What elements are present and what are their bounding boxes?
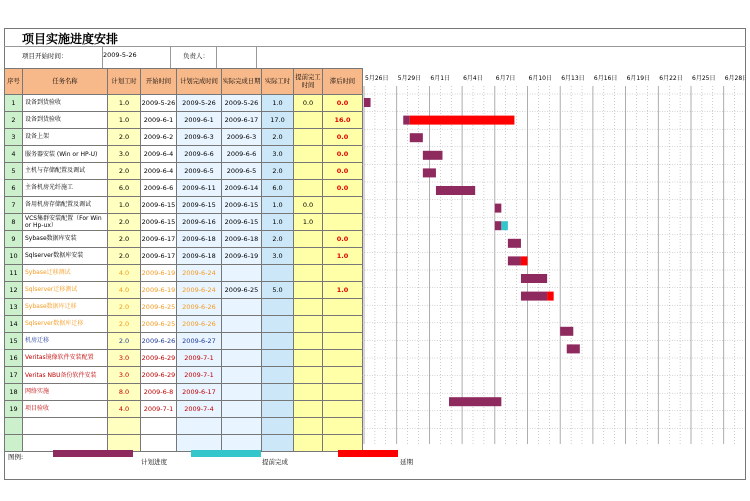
cell-actual_end[interactable] [222, 265, 262, 282]
cell-start[interactable]: 2009-6-4 [141, 163, 177, 180]
gantt-bar [364, 98, 371, 107]
gantt-date-label: 6月13日 [561, 75, 585, 82]
cell-start[interactable]: 2009-6-29 [141, 350, 177, 367]
cell-empty[interactable] [294, 435, 323, 452]
cell-start[interactable]: 2009-6-15 [141, 214, 177, 231]
gantt-date-label: 6月7日 [495, 75, 516, 82]
table-row [5, 248, 363, 265]
start-label: 项目开始时间： [22, 52, 68, 60]
cell-plan_end[interactable]: 2009-6-27 [177, 333, 222, 350]
cell-hours[interactable]: 1.0 [108, 95, 141, 112]
cell-delay[interactable] [323, 401, 363, 418]
cell-no[interactable]: 9 [5, 231, 23, 248]
cell-plan_end[interactable]: 2009-6-17 [177, 384, 222, 401]
table-row [5, 401, 363, 418]
cell-plan_end[interactable]: 2009-6-26 [177, 316, 222, 333]
cell-hours[interactable]: 1.0 [108, 197, 141, 214]
table-row [5, 299, 363, 316]
cell-ahead[interactable] [294, 265, 323, 282]
cell-actual_end[interactable]: 2009-6-19 [222, 248, 262, 265]
cell-actual_hours[interactable] [262, 401, 294, 418]
cell-plan_end[interactable]: 2009-6-1 [177, 112, 222, 129]
cell-plan_end[interactable]: 2009-6-24 [177, 265, 222, 282]
divider [102, 46, 103, 68]
gantt-date-label: 6月25日 [692, 75, 716, 82]
gantt-bar [410, 133, 423, 142]
cell-hours[interactable]: 4.0 [108, 401, 141, 418]
cell-actual_hours[interactable]: 1.0 [262, 95, 294, 112]
cell-delay[interactable]: 1.0 [323, 248, 363, 265]
legend-delay-label: 延期 [400, 458, 413, 466]
cell-actual_end[interactable] [222, 401, 262, 418]
cell-name[interactable]: 设备上架 [23, 129, 108, 146]
table-row [5, 129, 363, 146]
cell-actual_end[interactable]: 2009-6-15 [222, 197, 262, 214]
gantt-bar [436, 186, 475, 195]
cell-no[interactable]: 5 [5, 163, 23, 180]
cell-no[interactable]: 14 [5, 316, 23, 333]
cell-start[interactable]: 2009-6-25 [141, 299, 177, 316]
cell-delay[interactable] [323, 316, 363, 333]
gantt-bar [403, 116, 410, 125]
cell-empty[interactable] [177, 435, 222, 452]
cell-actual_hours[interactable]: 3.0 [262, 146, 294, 163]
gantt-date-label: 6月4日 [463, 75, 483, 82]
cell-delay[interactable]: 0.0 [323, 146, 363, 163]
cell-hours[interactable]: 6.0 [108, 180, 141, 197]
cell-actual_end[interactable]: 2009-6-25 [222, 282, 262, 299]
cell-plan_end[interactable]: 2009-5-26 [177, 95, 222, 112]
cell-actual_end[interactable] [222, 384, 262, 401]
cell-no[interactable]: 7 [5, 197, 23, 214]
table-row [5, 350, 363, 367]
cell-delay[interactable] [323, 367, 363, 384]
cell-delay[interactable] [323, 333, 363, 350]
gantt-bar [501, 221, 508, 230]
cell-actual_end[interactable]: 2009-6-17 [222, 112, 262, 129]
cell-actual_hours[interactable] [262, 384, 294, 401]
cell-hours[interactable]: 2.0 [108, 248, 141, 265]
gantt-date-label: 6月1日 [430, 75, 451, 82]
cell-empty[interactable] [323, 435, 363, 452]
cell-start[interactable]: 2009-6-6 [141, 180, 177, 197]
gantt-bar [567, 344, 580, 353]
gantt-bar [547, 292, 554, 301]
cell-start[interactable]: 2009-6-19 [141, 265, 177, 282]
cell-name[interactable]: 网络实施 [23, 384, 108, 401]
gantt-bar [495, 204, 502, 213]
cell-plan_end[interactable]: 2009-7-1 [177, 367, 222, 384]
cell-name[interactable]: 服务器安装 (Win or HP-U) [23, 146, 108, 163]
cell-start[interactable]: 2009-6-2 [141, 129, 177, 146]
cell-delay[interactable] [323, 384, 363, 401]
column-header: 计划工时 [108, 69, 141, 95]
cell-hours[interactable]: 4.0 [108, 282, 141, 299]
cell-actual_hours[interactable]: 3.0 [262, 248, 294, 265]
cell-empty[interactable] [5, 418, 23, 435]
cell-name[interactable]: Sqlserver数据库安装 [23, 248, 108, 265]
gantt-bar [508, 256, 521, 265]
empty-row [5, 435, 363, 452]
gantt-grid [362, 68, 746, 444]
cell-plan_end[interactable]: 2009-6-5 [177, 163, 222, 180]
cell-delay[interactable] [323, 214, 363, 231]
legend-planned-label: 计划进度 [141, 458, 167, 466]
table-row [5, 197, 363, 214]
cell-plan_end[interactable]: 2009-7-4 [177, 401, 222, 418]
cell-no[interactable]: 19 [5, 401, 23, 418]
cell-actual_hours[interactable]: 2.0 [262, 129, 294, 146]
cell-no[interactable]: 11 [5, 265, 23, 282]
cell-delay[interactable]: 0.0 [323, 231, 363, 248]
cell-no[interactable]: 15 [5, 333, 23, 350]
legend-early-label: 提前完成 [262, 458, 288, 466]
cell-ahead[interactable] [294, 350, 323, 367]
cell-empty[interactable] [262, 418, 294, 435]
cell-empty[interactable] [222, 435, 262, 452]
cell-ahead[interactable]: 0.0 [294, 95, 323, 112]
cell-empty[interactable] [108, 435, 141, 452]
cell-ahead[interactable] [294, 231, 323, 248]
cell-hours[interactable]: 4.0 [108, 265, 141, 282]
cell-plan_end[interactable]: 2009-6-18 [177, 248, 222, 265]
page-title: 项目实施进度安排 [22, 32, 119, 46]
table-row [5, 384, 363, 401]
cell-hours[interactable]: 1.0 [108, 112, 141, 129]
cell-name[interactable]: Sqlserver迁移测试 [23, 282, 108, 299]
cell-name[interactable]: Sqlserver数据库迁移 [23, 316, 108, 333]
cell-empty[interactable] [177, 418, 222, 435]
cell-name[interactable]: 设备到货验收 [23, 95, 108, 112]
cell-no[interactable]: 17 [5, 367, 23, 384]
cell-name[interactable]: VCS集群安装配置（For Win or Hp-ux） [23, 214, 108, 231]
cell-delay[interactable]: 0.0 [323, 129, 363, 146]
cell-hours[interactable]: 2.0 [108, 316, 141, 333]
gantt-date-label: 5月26日 [365, 75, 389, 82]
gantt-bar [449, 397, 501, 406]
legend-planned-swatch [53, 450, 133, 457]
cell-ahead[interactable] [294, 384, 323, 401]
cell-plan_end[interactable]: 2009-6-11 [177, 180, 222, 197]
table-row [5, 367, 363, 384]
gantt-bar [521, 292, 547, 301]
cell-plan_end[interactable]: 2009-6-16 [177, 214, 222, 231]
cell-empty[interactable] [5, 435, 23, 452]
cell-actual_hours[interactable] [262, 333, 294, 350]
gantt-bar [423, 151, 443, 160]
table-row [5, 214, 363, 231]
cell-name[interactable]: Veritas NBU备份软件安装 [23, 367, 108, 384]
column-header: 计划完成时间 [177, 69, 222, 95]
cell-empty[interactable] [323, 418, 363, 435]
gantt-date-label: 6月19日 [626, 75, 651, 82]
cell-hours[interactable]: 2.0 [108, 163, 141, 180]
cell-ahead[interactable] [294, 367, 323, 384]
cell-ahead[interactable] [294, 401, 323, 418]
cell-actual_hours[interactable] [262, 367, 294, 384]
cell-ahead[interactable] [294, 163, 323, 180]
cell-actual_hours[interactable]: 6.0 [262, 180, 294, 197]
column-header: 序号 [5, 69, 23, 95]
cell-start[interactable]: 2009-6-8 [141, 384, 177, 401]
column-header: 滞后时间 [323, 69, 363, 95]
cell-no[interactable]: 1 [5, 95, 23, 112]
gantt-bar [521, 256, 528, 265]
column-header: 任务名称 [23, 69, 108, 95]
cell-start[interactable]: 2009-6-17 [141, 248, 177, 265]
cell-actual_hours[interactable] [262, 265, 294, 282]
cell-delay[interactable]: 0.0 [323, 95, 363, 112]
table-row [5, 180, 363, 197]
cell-delay[interactable]: 0.0 [323, 163, 363, 180]
table-row [5, 163, 363, 180]
gantt-bar [508, 239, 521, 248]
cell-ahead[interactable] [294, 282, 323, 299]
cell-name[interactable]: Sybase迁移测试 [23, 265, 108, 282]
cell-actual_hours[interactable] [262, 316, 294, 333]
column-header: 提前完工时间 [294, 69, 323, 95]
cell-plan_end[interactable]: 2009-7-1 [177, 350, 222, 367]
cell-hours[interactable]: 2.0 [108, 299, 141, 316]
cell-ahead[interactable] [294, 180, 323, 197]
cell-start[interactable]: 2009-6-26 [141, 333, 177, 350]
cell-empty[interactable] [294, 418, 323, 435]
cell-actual_hours[interactable] [262, 299, 294, 316]
cell-no[interactable]: 18 [5, 384, 23, 401]
cell-hours[interactable]: 3.0 [108, 146, 141, 163]
gantt-bar [410, 116, 515, 125]
cell-actual_end[interactable]: 2009-5-26 [222, 95, 262, 112]
cell-delay[interactable] [323, 299, 363, 316]
cell-name[interactable]: Sybase数据库迁移 [23, 299, 108, 316]
gantt-chart [362, 68, 746, 444]
cell-ahead[interactable] [294, 299, 323, 316]
column-header: 开始时间 [141, 69, 177, 95]
cell-empty[interactable] [141, 418, 177, 435]
table-row [5, 95, 363, 112]
cell-start[interactable]: 2009-5-26 [141, 95, 177, 112]
cell-plan_end[interactable]: 2009-6-3 [177, 129, 222, 146]
column-header: 实际完成日期 [222, 69, 262, 95]
cell-no[interactable]: 16 [5, 350, 23, 367]
cell-actual_hours[interactable]: 17.0 [262, 112, 294, 129]
cell-delay[interactable]: 0.0 [323, 180, 363, 197]
cell-actual_hours[interactable]: 1.0 [262, 197, 294, 214]
cell-hours[interactable]: 2.0 [108, 333, 141, 350]
gantt-date-label: 5月29日 [397, 75, 422, 82]
cell-hours[interactable]: 8.0 [108, 384, 141, 401]
cell-start[interactable]: 2009-6-17 [141, 231, 177, 248]
cell-no[interactable]: 8 [5, 214, 23, 231]
gantt-date-label: 6月16日 [593, 75, 618, 82]
cell-no[interactable]: 4 [5, 146, 23, 163]
divider [170, 46, 171, 68]
table-header-row [5, 69, 363, 95]
gantt-bar [495, 221, 502, 230]
cell-ahead[interactable] [294, 316, 323, 333]
table-row [5, 265, 363, 282]
table-row [5, 146, 363, 163]
cell-name[interactable]: 主机与存储配置及调试 [23, 163, 108, 180]
cell-ahead[interactable] [294, 146, 323, 163]
gantt-bar [521, 274, 547, 283]
cell-ahead[interactable] [294, 333, 323, 350]
cell-ahead[interactable]: 0.0 [294, 197, 323, 214]
cell-actual_end[interactable]: 2009-6-5 [222, 163, 262, 180]
gantt-bar [560, 327, 573, 336]
gantt-bar [423, 168, 436, 177]
table-row [5, 112, 363, 129]
cell-hours[interactable]: 2.0 [108, 231, 141, 248]
cell-empty[interactable] [222, 418, 262, 435]
cell-start[interactable]: 2009-6-25 [141, 316, 177, 333]
cell-actual_hours[interactable] [262, 350, 294, 367]
cell-actual_end[interactable] [222, 350, 262, 367]
cell-no[interactable]: 2 [5, 112, 23, 129]
cell-empty[interactable] [141, 435, 177, 452]
cell-ahead[interactable]: 1.0 [294, 214, 323, 231]
cell-actual_hours[interactable]: 2.0 [262, 231, 294, 248]
cell-start[interactable]: 2009-6-19 [141, 282, 177, 299]
cell-plan_end[interactable]: 2009-6-18 [177, 231, 222, 248]
cell-actual_end[interactable] [222, 316, 262, 333]
cell-actual_end[interactable] [222, 367, 262, 384]
cell-delay[interactable]: 16.0 [323, 112, 363, 129]
cell-hours[interactable]: 3.0 [108, 350, 141, 367]
cell-no[interactable]: 13 [5, 299, 23, 316]
cell-name[interactable]: 主备机房光纤施工 [23, 180, 108, 197]
cell-actual_end[interactable] [222, 333, 262, 350]
cell-start[interactable]: 2009-7-1 [141, 401, 177, 418]
cell-empty[interactable] [262, 435, 294, 452]
gantt-date-label: 6月22日 [659, 75, 683, 82]
cell-start[interactable]: 2009-6-1 [141, 112, 177, 129]
cell-no[interactable]: 6 [5, 180, 23, 197]
cell-start[interactable]: 2009-6-4 [141, 146, 177, 163]
cell-plan_end[interactable]: 2009-6-24 [177, 282, 222, 299]
cell-actual_end[interactable]: 2009-6-3 [222, 129, 262, 146]
cell-actual_end[interactable] [222, 299, 262, 316]
cell-ahead[interactable] [294, 129, 323, 146]
cell-name[interactable]: Veritas镜像软件安装配置 [23, 350, 108, 367]
table-row [5, 316, 363, 333]
cell-plan_end[interactable]: 2009-6-26 [177, 299, 222, 316]
cell-delay[interactable] [323, 350, 363, 367]
cell-no[interactable]: 10 [5, 248, 23, 265]
cell-start[interactable]: 2009-6-29 [141, 367, 177, 384]
cell-empty[interactable] [23, 418, 108, 435]
cell-name[interactable]: 项目验收 [23, 401, 108, 418]
cell-actual_end[interactable]: 2009-6-6 [222, 146, 262, 163]
legend-label: 图例: [8, 453, 24, 461]
divider [216, 46, 217, 68]
cell-ahead[interactable] [294, 248, 323, 265]
table-row [5, 231, 363, 248]
cell-no[interactable]: 3 [5, 129, 23, 146]
cell-name[interactable]: Sybase数据库安装 [23, 231, 108, 248]
cell-empty[interactable] [108, 418, 141, 435]
cell-actual_hours[interactable]: 1.0 [262, 214, 294, 231]
cell-actual_hours[interactable]: 5.0 [262, 282, 294, 299]
column-header: 实际工时 [262, 69, 294, 95]
empty-row [5, 418, 363, 435]
cell-plan_end[interactable]: 2009-6-15 [177, 197, 222, 214]
cell-name[interactable]: 设备到货验收 [23, 112, 108, 129]
cell-delay[interactable]: 1.0 [323, 282, 363, 299]
cell-actual_end[interactable]: 2009-6-15 [222, 214, 262, 231]
legend-delay-swatch [338, 450, 398, 457]
task-table [4, 68, 363, 452]
cell-plan_end[interactable]: 2009-6-6 [177, 146, 222, 163]
cell-hours[interactable]: 2.0 [108, 129, 141, 146]
table-row [5, 282, 363, 299]
cell-start[interactable]: 2009-6-15 [141, 197, 177, 214]
cell-empty[interactable] [23, 435, 108, 452]
cell-hours[interactable]: 2.0 [108, 214, 141, 231]
start-value[interactable]: 2009-5-26 [103, 51, 137, 59]
cell-actual_end[interactable]: 2009-6-14 [222, 180, 262, 197]
gantt-date-label: 6月10日 [528, 75, 552, 82]
table-row [5, 333, 363, 350]
cell-name[interactable]: 机房迁移 [23, 333, 108, 350]
divider [256, 46, 257, 68]
legend-early-swatch [191, 450, 261, 457]
cell-actual_hours[interactable]: 2.0 [262, 163, 294, 180]
divider [4, 46, 746, 47]
cell-no[interactable]: 12 [5, 282, 23, 299]
cell-hours[interactable]: 3.0 [108, 367, 141, 384]
cell-name[interactable]: 备用机房存储配置及调试 [23, 197, 108, 214]
cell-delay[interactable] [323, 197, 363, 214]
cell-ahead[interactable] [294, 112, 323, 129]
owner-label: 负责人： [183, 52, 209, 60]
cell-delay[interactable] [323, 265, 363, 282]
gantt-date-label: 6月28日 [724, 75, 746, 82]
cell-actual_end[interactable]: 2009-6-18 [222, 231, 262, 248]
